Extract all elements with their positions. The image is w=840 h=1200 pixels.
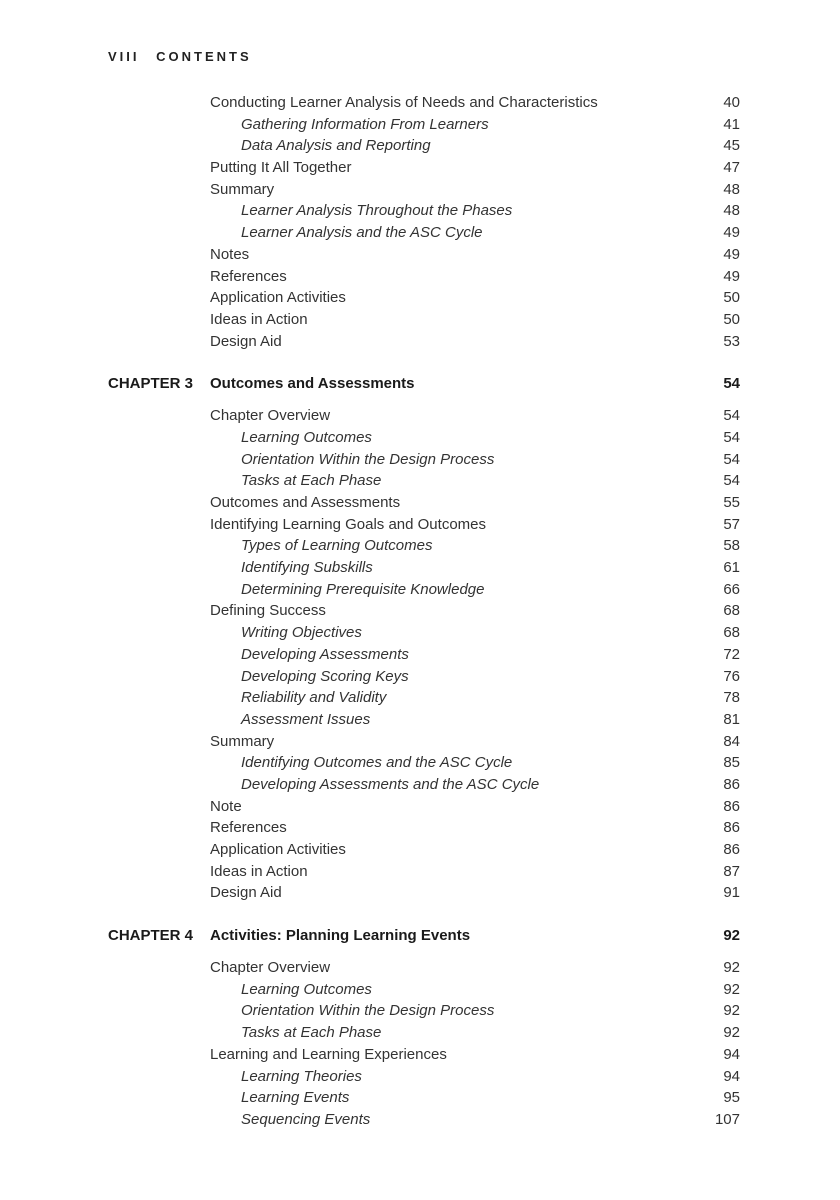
- toc-subentry[interactable]: [0, 1022, 840, 1044]
- entry-title: Learner Analysis Throughout the Phases: [241, 202, 513, 220]
- entry-title: Developing Assessments and the ASC Cycle: [241, 775, 540, 793]
- running-head: [108, 49, 252, 64]
- chapter-heading[interactable]: [0, 925, 840, 947]
- chapter-title: Outcomes and Assessments: [210, 375, 415, 393]
- entry-title: Learning Outcomes: [241, 980, 372, 998]
- entry-title: Sequencing Events: [241, 1110, 371, 1128]
- entry-title: Chapter Overview: [210, 959, 331, 977]
- entry-page-number: 94: [723, 1045, 740, 1063]
- entry-title: Summary: [210, 732, 275, 750]
- toc-entry[interactable]: [0, 92, 840, 114]
- entry-title: Design Aid: [210, 332, 282, 350]
- toc-entry[interactable]: [0, 882, 840, 904]
- entry-title: Determining Prerequisite Knowledge: [241, 580, 485, 598]
- toc-subentry[interactable]: [0, 774, 840, 796]
- entry-title: Defining Success: [210, 602, 326, 620]
- entry-title: References: [210, 267, 287, 285]
- toc-subentry[interactable]: [0, 470, 840, 492]
- chapter-heading[interactable]: [0, 373, 840, 395]
- entry-title: Writing Objectives: [241, 624, 362, 642]
- entry-page-number: 76: [723, 667, 740, 685]
- toc-entry[interactable]: [0, 157, 840, 179]
- entry-title: Developing Assessments: [241, 645, 409, 663]
- toc-entry[interactable]: [0, 796, 840, 818]
- entry-page-number: 95: [723, 1089, 740, 1107]
- entry-page-number: 91: [723, 884, 740, 902]
- toc-subentry[interactable]: [0, 535, 840, 557]
- entry-title: Learning Theories: [241, 1067, 362, 1085]
- entry-title: Developing Scoring Keys: [241, 667, 409, 685]
- entry-page-number: 68: [723, 602, 740, 620]
- chapter-title: Activities: Planning Learning Events: [210, 927, 471, 945]
- entry-page-number: 50: [723, 310, 740, 328]
- entry-title: Identifying Outcomes and the ASC Cycle: [241, 754, 513, 772]
- entry-title: Learning Outcomes: [241, 428, 372, 446]
- entry-page-number: 86: [723, 775, 740, 793]
- entry-page-number: 54: [723, 472, 740, 490]
- entry-page-number: 45: [723, 137, 740, 155]
- toc-subentry[interactable]: [0, 114, 840, 136]
- entry-title: Ideas in Action: [210, 862, 308, 880]
- entry-page-number: 54: [723, 428, 740, 446]
- toc-subentry[interactable]: [0, 135, 840, 157]
- entry-page-number: 66: [723, 580, 740, 598]
- toc-subentry[interactable]: [0, 1109, 840, 1131]
- toc-entry[interactable]: [0, 731, 840, 753]
- toc-entry[interactable]: [0, 514, 840, 536]
- entry-page-number: 48: [723, 202, 740, 220]
- entry-page-number: 49: [723, 245, 740, 263]
- page-folio: VIII: [108, 49, 140, 64]
- toc-subentry[interactable]: [0, 557, 840, 579]
- entry-title: Assessment Issues: [241, 710, 371, 728]
- entry-page-number: 85: [723, 754, 740, 772]
- toc-subentry[interactable]: [0, 752, 840, 774]
- entry-title: Identifying Learning Goals and Outcomes: [210, 515, 486, 533]
- entry-page-number: 92: [723, 1024, 740, 1042]
- entry-page-number: 50: [723, 289, 740, 307]
- toc-subentry[interactable]: [0, 427, 840, 449]
- entry-page-number: 61: [723, 559, 740, 577]
- entry-page-number: 54: [723, 407, 740, 425]
- entry-page-number: 107: [714, 1110, 740, 1128]
- chapter-label: CHAPTER 4: [108, 927, 194, 945]
- toc-subentry[interactable]: [0, 622, 840, 644]
- entry-title: Reliability and Validity: [241, 689, 387, 707]
- toc-subentry[interactable]: [0, 644, 840, 666]
- entry-page-number: 72: [723, 645, 740, 663]
- entry-page-number: 86: [723, 819, 740, 837]
- toc-entry[interactable]: [0, 266, 840, 288]
- toc-subentry[interactable]: [0, 200, 840, 222]
- toc-entry[interactable]: [0, 287, 840, 309]
- toc-entry[interactable]: [0, 839, 840, 861]
- entry-page-number: 94: [723, 1067, 740, 1085]
- toc-subentry[interactable]: [0, 1066, 840, 1088]
- toc-entry[interactable]: [0, 244, 840, 266]
- entry-page-number: 92: [723, 959, 740, 977]
- toc-subentry[interactable]: [0, 687, 840, 709]
- entry-title: Notes: [210, 245, 250, 263]
- entry-page-number: 55: [723, 494, 740, 511]
- entry-title: Data Analysis and Reporting: [241, 137, 431, 155]
- entry-title: Gathering Information From Learners: [241, 115, 489, 133]
- entry-title: Summary: [210, 180, 275, 198]
- entry-title: Identifying Subskills: [241, 559, 373, 577]
- entry-title: Chapter Overview: [210, 407, 331, 425]
- toc-entry[interactable]: [0, 1044, 840, 1066]
- entry-page-number: 47: [723, 159, 740, 177]
- entry-title: Ideas in Action: [210, 310, 308, 328]
- toc-entry[interactable]: [0, 600, 840, 622]
- entry-page-number: 58: [723, 537, 740, 555]
- entry-page-number: 54: [723, 450, 740, 468]
- entry-page-number: 84: [723, 732, 740, 750]
- toc-entry[interactable]: [0, 309, 840, 331]
- entry-page-number: 49: [723, 224, 740, 242]
- entry-title: Note: [210, 797, 242, 815]
- toc-subentry[interactable]: [0, 579, 840, 601]
- chapter-page-number: 54: [723, 375, 740, 393]
- entry-page-number: 81: [723, 710, 740, 728]
- entry-page-number: 78: [723, 689, 740, 707]
- entry-page-number: 86: [723, 841, 740, 858]
- toc-subentry[interactable]: [0, 449, 840, 471]
- toc-entry[interactable]: [0, 861, 840, 883]
- entry-title: Putting It All Together: [210, 159, 352, 177]
- entry-title: Tasks at Each Phase: [241, 472, 382, 490]
- entry-title: Outcomes and Assessments: [210, 494, 401, 511]
- entry-page-number: 49: [723, 267, 740, 285]
- entry-page-number: 68: [723, 624, 740, 642]
- toc-subentry[interactable]: [0, 1000, 840, 1022]
- entry-title: Orientation Within the Design Process: [241, 1002, 495, 1020]
- chapter-page-number: 92: [723, 927, 740, 945]
- entry-title: Learning and Learning Experiences: [210, 1045, 447, 1063]
- entry-title: Types of Learning Outcomes: [241, 537, 433, 555]
- entry-page-number: 92: [723, 980, 740, 998]
- entry-page-number: 92: [723, 1002, 740, 1020]
- entry-title: Conducting Learner Analysis of Needs and Characteristics: [210, 94, 598, 111]
- toc-entry[interactable]: [0, 492, 840, 514]
- toc-entry[interactable]: [0, 405, 840, 427]
- entry-title: Orientation Within the Design Process: [241, 450, 495, 468]
- entry-title: Tasks at Each Phase: [241, 1024, 382, 1042]
- toc-entry[interactable]: [0, 957, 840, 979]
- running-head-label: CONTENTS: [156, 49, 252, 64]
- toc-subentry[interactable]: [0, 666, 840, 688]
- entry-page-number: 41: [723, 115, 740, 133]
- toc-subentry[interactable]: [0, 1087, 840, 1109]
- entry-page-number: 40: [723, 94, 740, 111]
- entry-title: Learner Analysis and the ASC Cycle: [241, 224, 483, 242]
- entry-title: References: [210, 819, 287, 837]
- entry-page-number: 86: [723, 797, 740, 815]
- toc-subentry[interactable]: [0, 979, 840, 1001]
- toc-subentry[interactable]: [0, 222, 840, 244]
- entry-page-number: 87: [723, 862, 740, 880]
- entry-page-number: 48: [723, 180, 740, 198]
- entry-title: Learning Events: [241, 1089, 350, 1107]
- toc-entry[interactable]: [0, 817, 840, 839]
- chapter-label: CHAPTER 3: [108, 375, 194, 393]
- entry-title: Design Aid: [210, 884, 282, 902]
- entry-page-number: 53: [723, 332, 740, 350]
- entry-title: Application Activities: [210, 289, 346, 307]
- toc-subentry[interactable]: [0, 709, 840, 731]
- toc-entry[interactable]: [0, 179, 840, 201]
- entry-page-number: 57: [723, 515, 740, 533]
- entry-title: Application Activities: [210, 841, 346, 858]
- toc-entry[interactable]: [0, 331, 840, 353]
- table-of-contents: [0, 92, 840, 1131]
